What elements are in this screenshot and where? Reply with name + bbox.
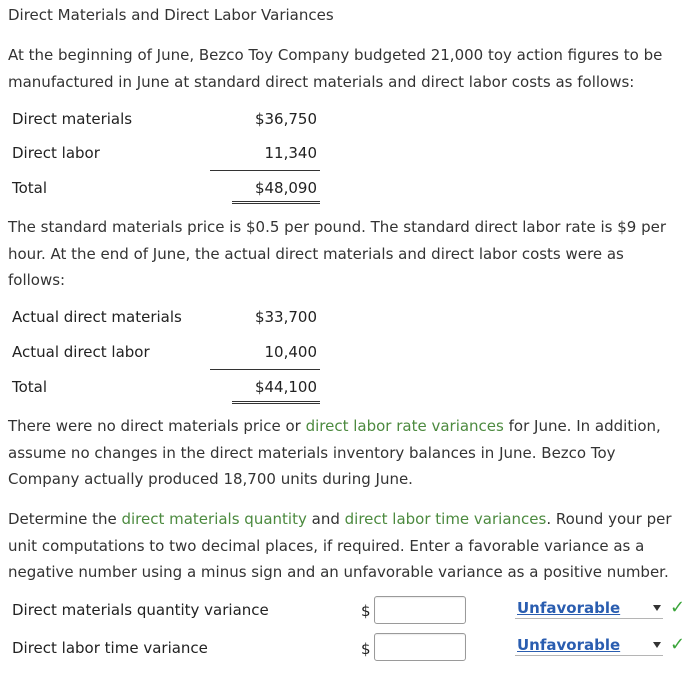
materials-variance-input[interactable] (374, 596, 466, 624)
labor-variance-input[interactable] (374, 633, 466, 661)
actual-label-total: Total (12, 378, 48, 396)
direct-materials-quantity-link[interactable]: direct materials quantity (121, 510, 307, 528)
variance-info-text-1: There were no direct materials price or (8, 417, 306, 435)
intro-paragraph: At the beginning of June, Bezco Toy Company budgeted 21,000 toy action figures to be manufactured in June at standard direct materials and direct labor costs as follows: (8, 46, 663, 91)
budget-total-double-rule (232, 201, 320, 204)
budget-value-materials: $36,750 (254, 110, 317, 128)
actual-value-total: $44,100 (254, 378, 317, 396)
variance-info-paragraph (8, 413, 684, 493)
direct-labor-rate-variances-link[interactable]: direct labor rate variances (305, 417, 504, 435)
chevron-down-icon (653, 642, 661, 648)
actual-value-labor: 10,400 (264, 343, 317, 361)
actual-label-labor: Actual direct labor (12, 343, 150, 361)
budget-value-labor: 11,340 (264, 144, 317, 162)
instructions-text-1: Determine the (8, 510, 122, 528)
instructions-paragraph (8, 506, 684, 586)
budget-label-total: Total (12, 179, 48, 197)
actual-total-double-rule (232, 401, 320, 404)
budget-label-labor: Direct labor (12, 144, 100, 162)
materials-currency-symbol: $ (361, 602, 371, 620)
variance-info-text-2: for June. In addition, assume no changes in the direct materials inventory balances in June. Bezco Toy Company actually produced 18,700 units during June. (8, 417, 661, 488)
budget-value-total: $48,090 (254, 179, 317, 197)
instructions-text-2: and (306, 510, 345, 528)
materials-variance-select[interactable] (515, 599, 663, 619)
check-icon: ✓ (670, 634, 686, 655)
check-icon: ✓ (670, 597, 686, 618)
labor-variance-label: Direct labor time variance (12, 639, 208, 657)
standards-paragraph: The standard materials price is $0.5 per pound. The standard direct labor rate is $9 per hour. At the end of June, the actual direct materials and direct labor costs were as follows: (8, 218, 667, 289)
labor-currency-symbol: $ (361, 640, 371, 658)
page-title: Direct Materials and Direct Labor Variances (8, 6, 334, 24)
actual-label-materials: Actual direct materials (12, 308, 182, 326)
budget-subtotal-rule (210, 170, 320, 171)
labor-variance-select[interactable] (515, 636, 663, 656)
direct-labor-time-variances-link[interactable]: direct labor time variances (344, 510, 547, 528)
budget-label-materials: Direct materials (12, 110, 133, 128)
instructions-text-3: . Round your per unit computations to two decimal places, if required. Enter a favorable variance as a negative number using a minus sign and an unfavorable variance as a positive number. (8, 510, 672, 581)
chevron-down-icon (653, 605, 661, 611)
materials-variance-selected: Unfavorable (517, 599, 621, 617)
labor-variance-selected: Unfavorable (517, 636, 621, 654)
actual-value-materials: $33,700 (254, 308, 317, 326)
actual-subtotal-rule (210, 369, 320, 370)
materials-variance-label: Direct materials quantity variance (12, 601, 269, 619)
